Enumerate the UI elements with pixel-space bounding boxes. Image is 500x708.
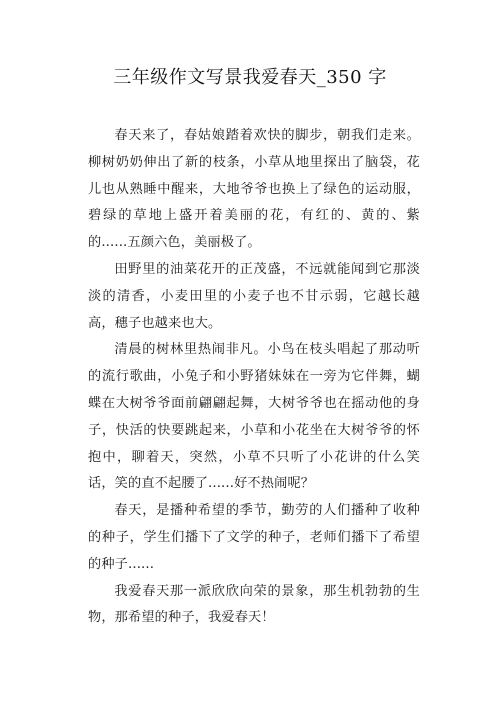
document-body [88, 123, 420, 632]
paragraph-4: 春天，是播种希望的季节，勤劳的人们播种了收种的种子，学生们播下了文学的种子，老师们播下了希望的种子...... [88, 503, 420, 572]
document-title: 三年级作文写景我爱春天_350 字 [113, 67, 387, 88]
paragraph-2: 田野里的油菜花开的正茂盛，不远就能闻到它那淡淡的清香，小麦田里的小麦子也不甘示弱，它越长越高，穗子也越来也大。 [88, 261, 420, 331]
paragraph-1: 春天来了，春姑娘踏着欢快的脚步，朝我们走来。柳树奶奶伸出了新的枝条，小草从地里探出了脑袋，花儿也从熟睡中醒来，大地爷爷也换上了绿色的运动服，碧绿的草地上盛开着美丽的花，有红的、黄的、紫的......五颜六色，美丽极了。 [88, 128, 420, 251]
paragraph-5: 我爱春天那一派欣欣向荣的景象，那生机勃勃的生物，那希望的种子，我爱春天！ [88, 583, 420, 626]
paragraph-3: 清晨的树林里热闹非凡。小鸟在枝头唱起了那动听的流行歌曲，小兔子和小野猪妹妹在一旁为它伴舞，蝴蝶在大树爷爷面前翩翩起舞，大树爷爷也在摇动他的身子，快活的快要跳起来，小草和小花坐在大树爷爷的怀抱中，聊着天，突然，小草不只听了小花讲的什么笑话，笑的直不起腰了......好不热闹呢？ [88, 342, 420, 492]
